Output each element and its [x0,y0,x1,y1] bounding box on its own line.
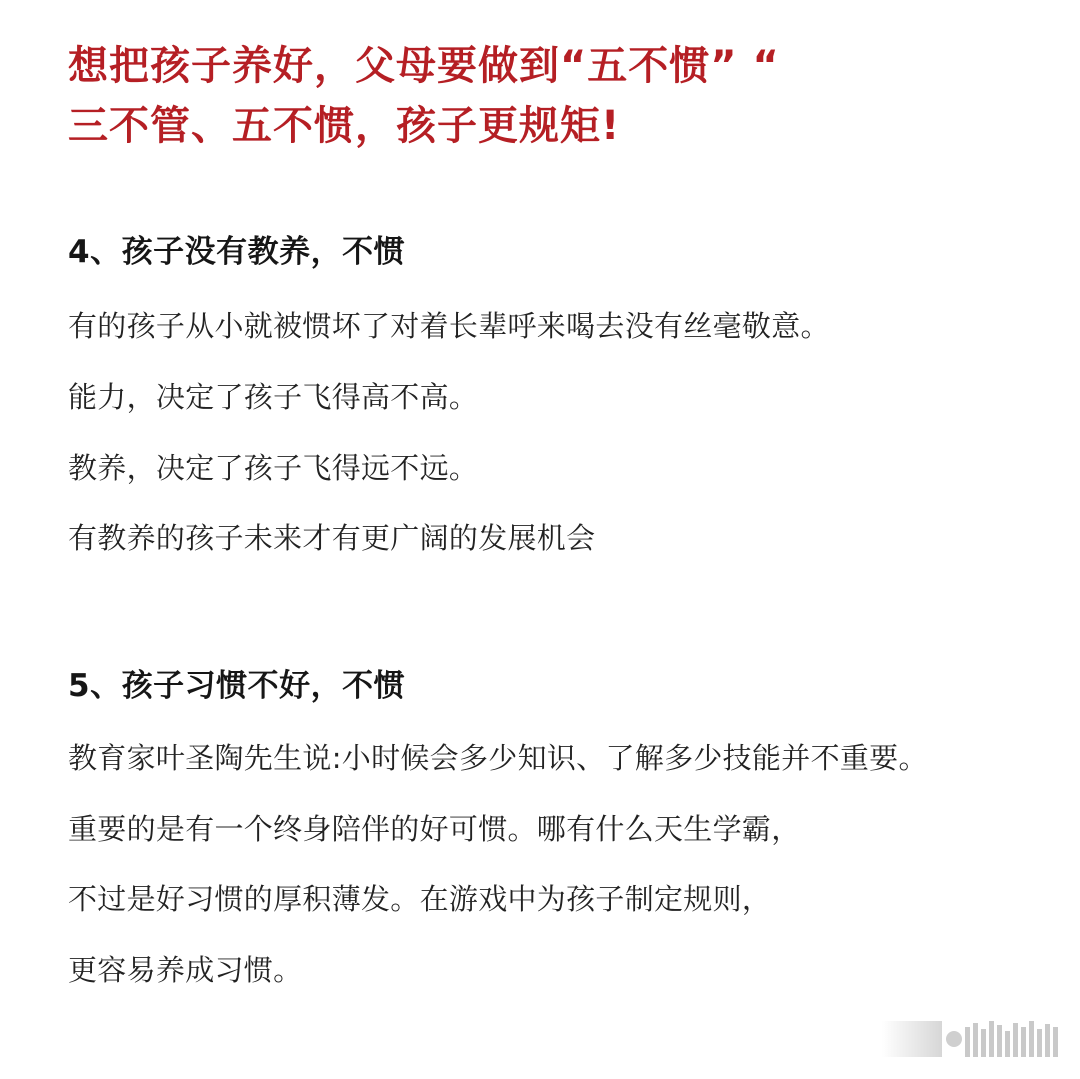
article-title [68,36,1028,156]
section-4-paragraph: 有的孩子从小就被惯坏了对着长辈呼来喝去没有丝毫敬意。 [68,309,830,343]
section-4-paragraph: 有教养的孩子未来才有更广阔的发展机会 [68,521,596,555]
section-5-paragraph: 不过是好习惯的厚积薄发。在游戏中为孩子制定规则， [68,882,772,916]
section-5-paragraph: 重要的是有一个终身陪伴的好可惯。哪有什么天生学霸， [68,812,801,846]
section-4-heading: 4、孩子没有教养，不惯 [68,234,406,270]
title-line-1: 想把孩子养好，父母要做到“五不惯” “ [68,43,780,89]
watermark-icon [882,1021,1058,1057]
section-4-paragraph: 教养，决定了孩子飞得远不远。 [68,451,479,485]
section-5-paragraph: 教育家叶圣陶先生说:小时候会多少知识、了解多少技能并不重要。 [68,741,928,775]
section-5-paragraph: 更容易养成习惯。 [68,953,303,987]
section-5-heading: 5、孩子习惯不好，不惯 [68,668,406,704]
title-line-2: 三不管、五不惯，孩子更规矩! [68,103,621,149]
section-4-paragraph: 能力，决定了孩子飞得高不高。 [68,380,479,414]
